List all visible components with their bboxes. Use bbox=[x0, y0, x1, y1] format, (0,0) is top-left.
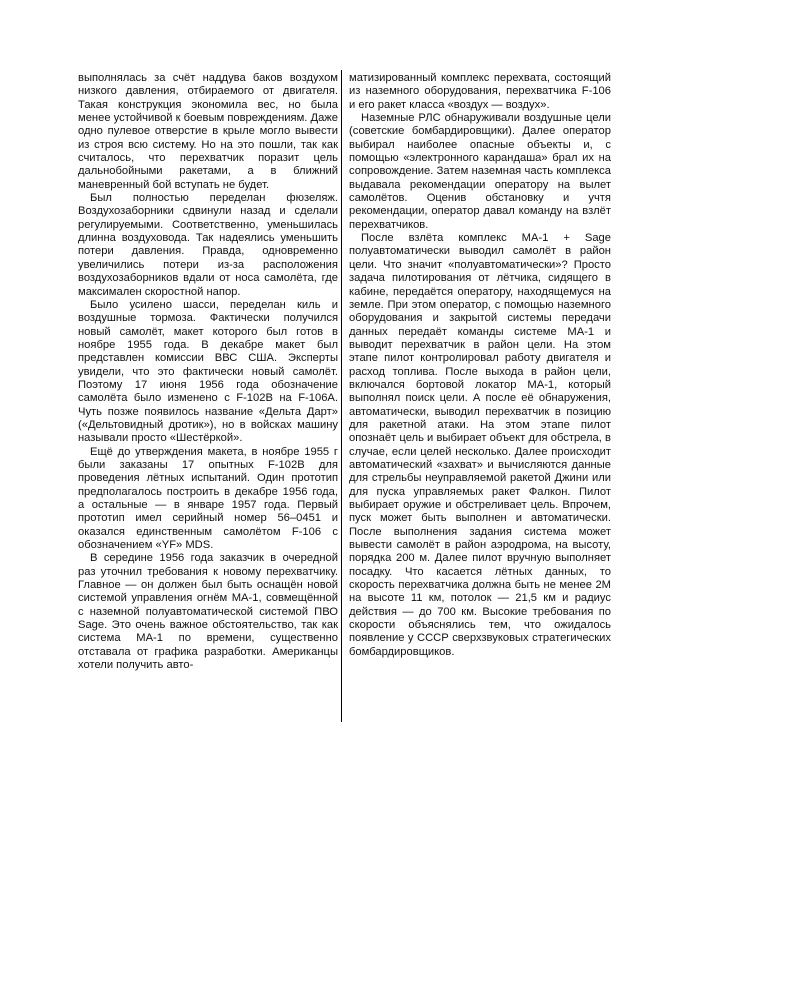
paragraph: выполнялась за счёт наддува баков воздухом низкого давления, отбираемого от двигателя. Такая конструкция экономила вес, но была менее устойчивой к боевым повреждениям. Даже одно пулевое отверстие в крыле могло вывести из строя всю систему. Но на это пошли, так как считалось, что перехватчик поразит цель дальнобойными ракетами, а в ближний маневренный бой вступать не будет. bbox=[78, 72, 338, 191]
right-text-column bbox=[349, 72, 611, 659]
left-text-column bbox=[78, 72, 338, 672]
paragraph: Наземные РЛС обнаруживали воздушные цели (советские бомбардировщики). Далее оператор выбирал наиболее опасные объекты и, с помощью «электронного карандаша» брал их на сопровождение. Затем наземная часть комплекса выдавала рекомендации оператору на вылет самолётов. Оценив обстановку и учтя рекомендации, оператор давал команду на взлёт перехватчиков. bbox=[349, 112, 611, 231]
column-divider bbox=[341, 70, 342, 722]
paragraph: Было усилено шасси, переделан киль и воздушные тормоза. Фактически получился новый самолёт, макет которого был готов в ноябре 1955 года. В декабре макет был представлен комиссии ВВС США. Эксперты увидели, что это фактически новый самолёт. Поэтому 17 июня 1956 года обозначение самолёта было изменено с F-102B на F-106A. Чуть позже появилось название «Дельта Дарт» («Дельтовидный дротик»), но в войсках машину называли просто «Шестёркой». bbox=[78, 298, 338, 445]
paragraph: Был полностью переделан фюзеляж. Воздухозаборники сдвинули назад и сделали регулируемыми. Соответственно, уменьшилась длинна воздуховода. Так надеялись уменьшить потери давления. Правда, одновременно увеличились потери из-за расположения воздухозаборников вдали от носа самолёта, где максимален скоростной напор. bbox=[78, 192, 338, 298]
paragraph: После взлёта комплекс MA-1 + Sage полуавтоматически выводил самолёт в район цели. Что значит «полуавтоматически»? Просто задача пилотирования от лётчика, сидящего в кабине, передаётся оператору, находящемуся на земле. При этом оператор, с помощью наземного оборудования и закрытой системы передачи данных передаёт команды системе MA-1 и выводит перехватчик в район цели. На этом этапе пилот контролировал работу двигателя и расход топлива. После выхода в район цели, включался бортовой локатор MA-1, который выполнял поиск цели. А после её обнаружения, автоматически, выводил перехватчик в позицию для ракетной атаки. На этом этапе пилот опознаёт цель и выбирает объект для обстрела, в случае, если целей несколько. Далее происходит автоматический «захват» и вычисляются данные для стрельбы неуправляемой ракетой Джини или для пуска управляемых ракет Фалкон. Пилот выбирает оружие и обстреливает цель. Впрочем, пуск может быть выполнен и автоматически. После выполнения задания система может вывести самолёт в район аэродрома, на высоту, порядка 200 м. Далее пилот вручную выполняет посадку. Что касается лётных данных, то скорость перехватчика должна быть не менее 2M на высоте 11 км, потолок — 21,5 км и радиус действия — до 700 км. Высокие требования по скорости объяснялись тем, что ожидалось появление у СССР сверхзвуковых стратегических бомбардировщиков. bbox=[349, 232, 611, 658]
paragraph: Ещё до утверждения макета, в ноябре 1955 г были заказаны 17 опытных F-102B для проведения лётных испытаний. Один прототип предполагалось построить в декабре 1956 года, а остальные — в январе 1957 года. Первый прототип имел серийный номер 56–0451 и оказался единственным самолётом F-106 с обозначением «YF» MDS. bbox=[78, 445, 338, 552]
paragraph: матизированный комплекс перехвата, состоящий из наземного оборудования, перехватчика F-106 и его ракет класса «воздух — воздух». bbox=[349, 72, 611, 111]
paragraph: В середине 1956 года заказчик в очередной раз уточнил требования к новому перехватчику. Главное — он должен был быть оснащён новой системой управления огнём MA-1, совмещённой с наземной полуавтоматической системой ПВО Sage. Это очень важное обстоятельство, так как система MA-1 по времени, существенно отставала от графика разработки. Американцы хотели получить авто- bbox=[78, 552, 338, 672]
